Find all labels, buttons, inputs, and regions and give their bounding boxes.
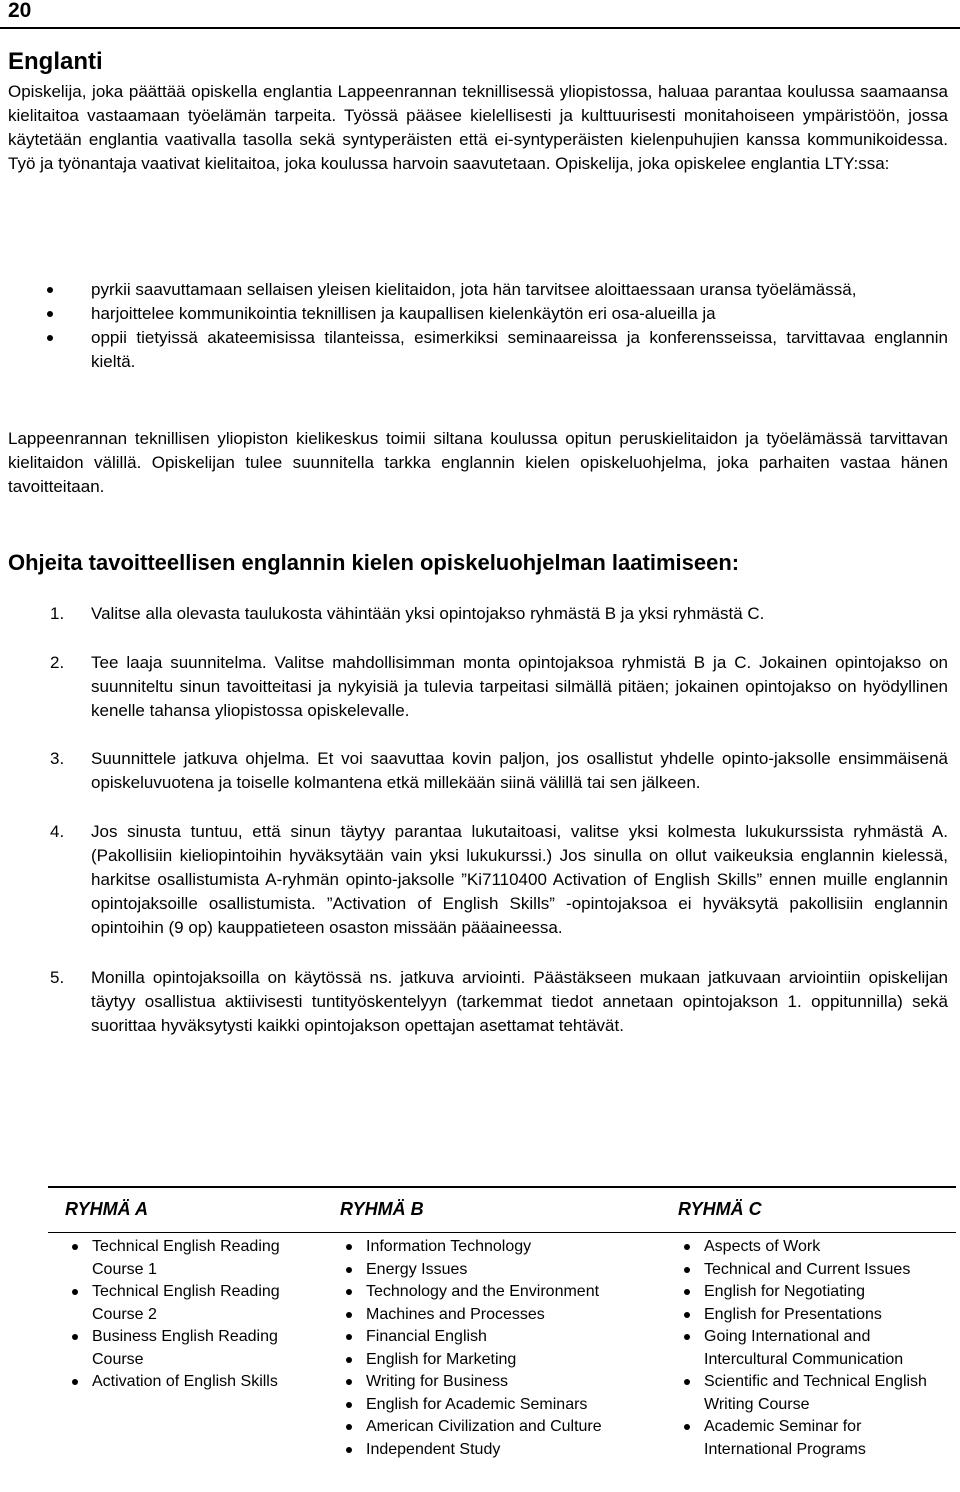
course-item	[682, 1236, 952, 1259]
course-name: Business English Reading Course	[92, 1328, 278, 1368]
course-item	[344, 1259, 664, 1282]
step-text: Jos sinusta tuntuu, että sinun täytyy parantaa lukutaitoasi, valitse yksi kolmesta lukukurssista ryhmästä A. (Pakollisiin kieliopintoihin hyväksytään vain yksi lukukurssi.) Jos sinulla on ollut vaikeuksia englannin kielessä, harkitse osallistumista A-ryhmän opinto-jaksolle ”Ki7110400 Activation of English Skills” ennen muille englannin opintojaksoille osallistumista. ”Activation of English Skills” -opintojaksoa ei hyväksytä pakollisiin englannin opintoihin (9 op) kauppatieteen osaston missään pääaineessa.	[91, 822, 948, 937]
step-text: Monilla opintojaksoilla on käytössä ns. jatkuva arviointi. Päästäkseen mukaan jatkuvaan arviointiin opiskelijan täytyy osallistua aktiivisesti tuntityöskentelyyn (tarkemmat tiedot annetaan opintojakson 1. oppitunnilla) sekä suorittaa hyväksytysti kaikki opintojakson opettajan asettamat tehtävät.	[91, 968, 948, 1035]
course-name: English for Marketing	[366, 1350, 517, 1368]
goal-item	[0, 302, 948, 326]
course-name: Information Technology	[366, 1238, 532, 1255]
bullet-icon	[346, 1312, 352, 1318]
page-number: 20	[8, 0, 32, 22]
intro-paragraph	[8, 80, 948, 176]
table-top-rule	[48, 1186, 956, 1188]
bullet-icon	[684, 1267, 690, 1273]
table-header-rule	[48, 1232, 956, 1233]
course-name: Academic Seminar for International Programs	[704, 1418, 866, 1458]
step-item	[0, 602, 948, 626]
course-item	[70, 1281, 320, 1326]
step-text: Tee laaja suunnitelma. Valitse mahdollisimman monta opintojaksoa ryhmistä B ja C. Jokainen opintojakso on suunniteltu sinun tavoitteitasi ja nykyisiä ja tulevia tarpeitasi silmällä pitäen; jokainen opintojakso on hyödyllinen kenelle tahansa yliopistossa opiskelevalle.	[91, 653, 948, 720]
step-number: 1.	[50, 604, 65, 623]
course-name: Activation of English Skills	[92, 1373, 278, 1390]
course-item	[682, 1326, 952, 1371]
bullet-icon	[346, 1379, 352, 1385]
course-item	[682, 1371, 952, 1416]
step-text: Suunnittele jatkuva ohjelma. Et voi saavuttaa kovin paljon, jos osallistut yhdelle opinto-jaksolle ensimmäisenä opiskeluvuotena ja toiselle kolmantena etkä millekään siinä välillä tai sen jälkeen.	[91, 749, 948, 792]
bullet-icon	[47, 287, 53, 293]
bullet-icon	[346, 1402, 352, 1408]
step-item	[0, 820, 948, 940]
group-c-heading: RYHMÄ C	[678, 1199, 762, 1219]
second-paragraph	[8, 427, 948, 499]
bullet-icon	[684, 1424, 690, 1430]
course-name: English for Academic Seminars	[366, 1395, 588, 1413]
course-name: Aspects of Work	[704, 1238, 821, 1255]
group-b-list	[344, 1236, 664, 1461]
instructions-heading: Ohjeita tavoitteellisen englannin kielen opiskeluohjelman laatimiseen:	[8, 550, 740, 575]
course-name: Going International and Intercultural Communication	[704, 1328, 904, 1368]
bullet-icon	[72, 1289, 78, 1295]
goal-text: oppii tietyissä akateemisissa tilanteissa, esimerkiksi seminaareissa ja konferensseissa, tarvittavaa englannin kieltä.	[91, 328, 948, 371]
course-item	[344, 1304, 664, 1327]
bullet-icon	[684, 1334, 690, 1340]
course-name: Technical English Reading Course 2	[92, 1283, 280, 1323]
course-item	[344, 1394, 664, 1417]
course-item	[682, 1281, 952, 1304]
bullet-icon	[72, 1244, 78, 1250]
step-number: 2.	[50, 653, 65, 672]
goal-item	[0, 326, 948, 374]
bullet-icon	[346, 1289, 352, 1295]
goal-text: pyrkii saavuttamaan sellaisen yleisen kielitaidon, jota hän tarvitsee aloittaessaan uransa työelämässä,	[91, 280, 857, 299]
step-item	[0, 651, 948, 723]
goal-item	[0, 278, 948, 302]
course-name: Machines and Processes	[366, 1305, 545, 1323]
course-item	[70, 1326, 320, 1371]
course-item	[344, 1439, 664, 1462]
bullet-icon	[684, 1312, 690, 1318]
course-name: American Civilization and Culture	[366, 1418, 602, 1435]
course-name: Technical English Reading Course 1	[92, 1238, 280, 1278]
intro-text: Opiskelija, joka päättää opiskella englantia Lappeenrannan teknillisessä yliopistossa, haluaa parantaa koulussa saamaansa kielitaitoa vastaamaan työelämän tarpeita. Työssä pääsee kielellisesti ja kulttuurisesti monitahoiseen ympäristöön, jossa käytetään englantia vaativalla tasolla sekä syntyperäisten että ei-syntyperäisten kielenpuhujien kanssa kommunikoidessa. Työ ja työnantaja vaativat kielitaitoa, joka koulussa harvoin saavutetaan. Opiskelija, joka opiskelee englantia LTY:ssa:	[8, 82, 948, 173]
step-number: 5.	[50, 968, 65, 987]
course-item	[682, 1416, 952, 1461]
course-item	[682, 1304, 952, 1327]
step-text: Valitse alla olevasta taulukosta vähintään yksi opintojakso ryhmästä B ja yksi ryhmästä C.	[91, 604, 765, 623]
instructions-list	[0, 602, 948, 1038]
bullet-icon	[346, 1447, 352, 1453]
step-item	[0, 747, 948, 795]
group-b-heading: RYHMÄ B	[340, 1199, 424, 1219]
bullet-icon	[47, 335, 53, 341]
course-name: Writing for Business	[366, 1373, 508, 1390]
second-text: Lappeenrannan teknillisen yliopiston kielikeskus toimii siltana koulussa opitun peruskielitaidon ja työelämässä tarvittavan kielitaidon välillä. Opiskelijan tulee suunnitella tarkka englannin kielen opiskeluohjelma, joka parhaiten vastaa hänen tavoitteitaan.	[8, 429, 948, 496]
bullet-icon	[47, 311, 53, 317]
course-item	[344, 1349, 664, 1372]
bullet-icon	[684, 1244, 690, 1250]
step-number: 3.	[50, 749, 65, 768]
course-name: Independent Study	[366, 1440, 501, 1458]
course-name: English for Presentations	[704, 1305, 882, 1323]
course-name: Scientific and Technical English Writing Course	[704, 1373, 927, 1413]
course-item	[344, 1371, 664, 1394]
header-rule	[0, 27, 960, 29]
course-item	[70, 1371, 320, 1394]
course-item	[344, 1326, 664, 1349]
bullet-icon	[346, 1357, 352, 1363]
group-a-list	[70, 1236, 320, 1394]
course-name: Financial English	[366, 1328, 487, 1345]
goal-text: harjoittelee kommunikointia teknillisen ja kaupallisen kielenkäytön eri osa-alueilla ja	[91, 304, 716, 323]
course-name: Energy Issues	[366, 1260, 468, 1278]
course-item	[682, 1259, 952, 1282]
course-item	[344, 1281, 664, 1304]
step-number: 4.	[50, 822, 65, 841]
course-item	[70, 1236, 320, 1281]
section-title: Englanti	[8, 48, 103, 75]
bullet-icon	[346, 1244, 352, 1250]
bullet-icon	[72, 1379, 78, 1385]
bullet-icon	[684, 1289, 690, 1295]
course-name: Technology and the Environment	[366, 1283, 600, 1300]
bullet-icon	[684, 1379, 690, 1385]
bullet-icon	[346, 1267, 352, 1273]
step-item	[0, 966, 948, 1038]
course-item	[344, 1416, 664, 1439]
course-item	[344, 1236, 664, 1259]
group-a-heading: RYHMÄ A	[65, 1199, 149, 1219]
course-name: English for Negotiating	[704, 1283, 865, 1300]
bullet-icon	[346, 1334, 352, 1340]
goals-list	[0, 278, 948, 374]
bullet-icon	[72, 1334, 78, 1340]
group-c-list	[682, 1236, 952, 1461]
course-name: Technical and Current Issues	[704, 1260, 911, 1278]
bullet-icon	[346, 1424, 352, 1430]
